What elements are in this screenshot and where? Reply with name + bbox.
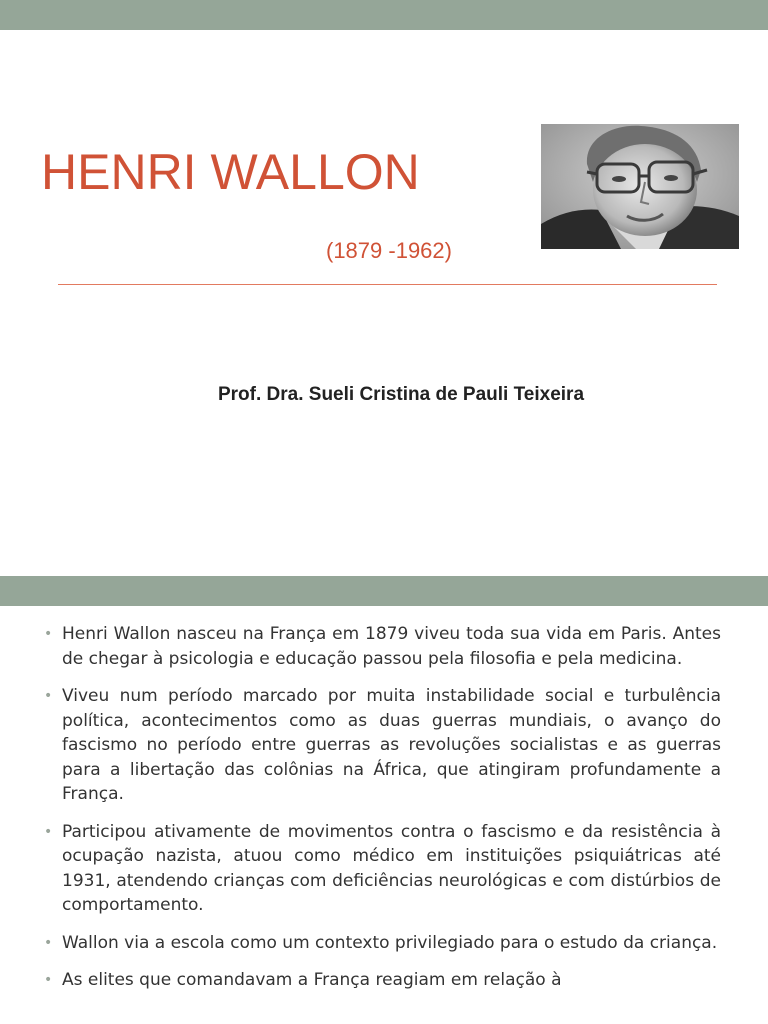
bullet-item (44, 968, 721, 993)
bullet-list (44, 622, 721, 1006)
slide-subtitle: (1879 -1962) (326, 238, 452, 263)
portrait-photo (541, 124, 739, 249)
title-divider (58, 284, 717, 285)
bullet-item (44, 931, 721, 956)
slide-title: HENRI WALLON (41, 144, 420, 200)
bullet-text: Viveu num período marcado por muita instabilidade social e turbulência política, acontecimentos como as duas guerras mundiais, o avanço do fascismo no período entre guerras as revoluções socialistas e as guerras para a libertação das colônias na África, que atingiram profundamente a França. (62, 686, 721, 804)
content-slide (0, 576, 768, 1024)
bullet-icon: • (44, 688, 53, 704)
slide-header-bar (0, 576, 768, 606)
author-name: Prof. Dra. Sueli Cristina de Pauli Teixeira (217, 384, 585, 405)
bullet-icon: • (44, 823, 53, 840)
bullet-text: As elites que comandavam a França reagiam em relação à (62, 970, 562, 990)
bullet-text: Participou ativamente de movimentos contra o fascismo e da resistência à ocupação nazista, atuou como médico em instituições psiquiátricas até 1931, atendendo crianças com deficiências neurológicas e com distúrbios de comportamento. (62, 821, 721, 915)
bullet-item (44, 684, 721, 807)
bullet-item (44, 622, 721, 671)
bullet-item (44, 820, 721, 918)
bullet-text: Wallon via a escola como um contexto privilegiado para o estudo da criança. (62, 932, 718, 953)
bullet-icon: • (44, 972, 53, 988)
bullet-text: Henri Wallon nasceu na França em 1879 viveu toda sua vida em Paris. Antes de chegar à psicologia e educação passou pela filosofia e pela medicina. (62, 624, 721, 669)
slide-header-bar (0, 0, 768, 30)
bullet-icon: • (44, 934, 53, 951)
bullet-icon: • (44, 626, 53, 642)
